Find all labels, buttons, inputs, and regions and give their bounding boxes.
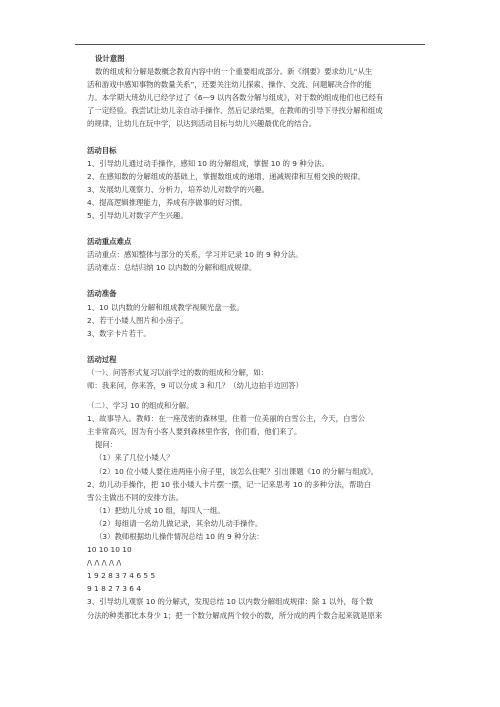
step3-line: 3、引导幼儿观察 10 的分解式，发现总结 10 以内数分解组成规律：除 1 以外，每个数: [87, 597, 374, 607]
step2-line: 雪公主做出不同的安排方法。: [87, 492, 184, 502]
process-line: （一）、问答形式复习以前学过的数的组成和分解，如：: [87, 367, 269, 377]
split-row: 1 9 2 8 3 7 4 6 5 5: [87, 571, 156, 581]
process-part2-title: （二）、学习 10 的组成和分解。: [87, 401, 194, 411]
sub-step: （3）教师根据幼儿操作情况总结 10 的 9 种分法：: [95, 532, 264, 541]
sub-step: （2）每组请一名幼儿做记录，其余幼儿动手操作。: [95, 518, 263, 528]
header-rule: [75, 44, 425, 45]
question-item: （2）10 位小矮人要住进两座小房子里，该怎么住呢？引出课题《10 的分解与组成》。: [95, 466, 379, 476]
key-line: 活动重点：感知整体与部分的关系，学习并记录 10 的 9 种分法。: [87, 250, 303, 260]
design-line: 的规律，让幼儿在玩中学，以达到活动目标与幼儿兴趣最优化的结合。: [87, 119, 317, 129]
key-line: 活动难点：总结归纳 10 以内数的分解和组成规律。: [87, 263, 257, 273]
process-line: 1、故事导入。教师：在一座茂密的森林里，住着一位美丽的白雪公主，今天，白雪公: [87, 414, 366, 424]
design-line: 活和游戏中感知事物的数量关系”，还要关注幼儿探索、操作、交流、问题解决合作的能: [87, 80, 372, 90]
process-title: 活动过程: [87, 354, 117, 364]
goal-item: 5、引导幼儿对数字产生兴趣。: [87, 211, 188, 221]
step2-line: 2、幼儿动手操作，把 10 张小矮人卡片摆一摆，记一记来思考 10 的多种分法，帮助白: [87, 479, 372, 489]
design-line: 力。本学期大班幼儿已经学过了《6—9 以内各数分解与组成》，对于数的组成他们也已经有: [87, 93, 384, 103]
split-row: /\ /\ /\ /\ /\: [87, 558, 122, 568]
goal-item: 2、在感知数的分解组成的基础上，掌握数组成的递增、递减规律和互相交换的规律。: [87, 171, 366, 181]
design-title: 设计意图: [95, 54, 125, 63]
process-line: 师：我来问，你来答，9 可以分成 3 和几？（幼儿边拍手边回答）: [87, 380, 304, 390]
question-item: （1）来了几位小矮人？: [95, 453, 174, 463]
document-body: [87, 52, 417, 622]
goals-title: 活动目标: [87, 145, 117, 155]
split-row: 9 1 8 2 7 3 6 4: [87, 584, 142, 594]
process-line: 提问：: [95, 440, 118, 450]
step3-line: 分法的种类都比本身少 1；把一个数分解成两个较小的数，所分成的两个数合起来就是原来: [87, 610, 383, 620]
goal-item: 4、提高逻辑推理能力，养成有序做事的好习惯。: [87, 197, 247, 207]
key-title: 活动重点难点: [87, 237, 132, 247]
prep-title: 活动准备: [87, 289, 117, 299]
split-row: 10 10 10 10: [87, 545, 132, 555]
prep-item: 1、10 以内数的分解和组成教学视频光盘一张。: [87, 302, 244, 312]
prep-item: 3、数字卡片若干。: [87, 328, 151, 338]
sub-step: （1）把幼儿分成 10 组，每四人一组。: [95, 505, 225, 515]
design-line: 了一定经验。我尝试让幼儿亲自动手操作、然后记录结果，在教师的引导下寻找分解和组成: [87, 106, 383, 116]
design-line: 数的组成和分解是数概念教育内容中的一个重要组成部分。新《纲要》要求幼儿“从生: [95, 67, 373, 77]
goal-item: 1、引导幼儿通过动手操作，感知 10 的分解组成，掌握 10 的 9 种分法。: [87, 158, 329, 168]
process-line: 主非常高兴，因为有小客人要到森林里作客，你们看，他们来了。: [87, 427, 302, 437]
goal-item: 3、发展幼儿观察力、分析力，培养幼儿对数学的兴趣。: [87, 184, 270, 194]
prep-item: 2、若干小矮人图片和小房子。: [87, 315, 188, 325]
